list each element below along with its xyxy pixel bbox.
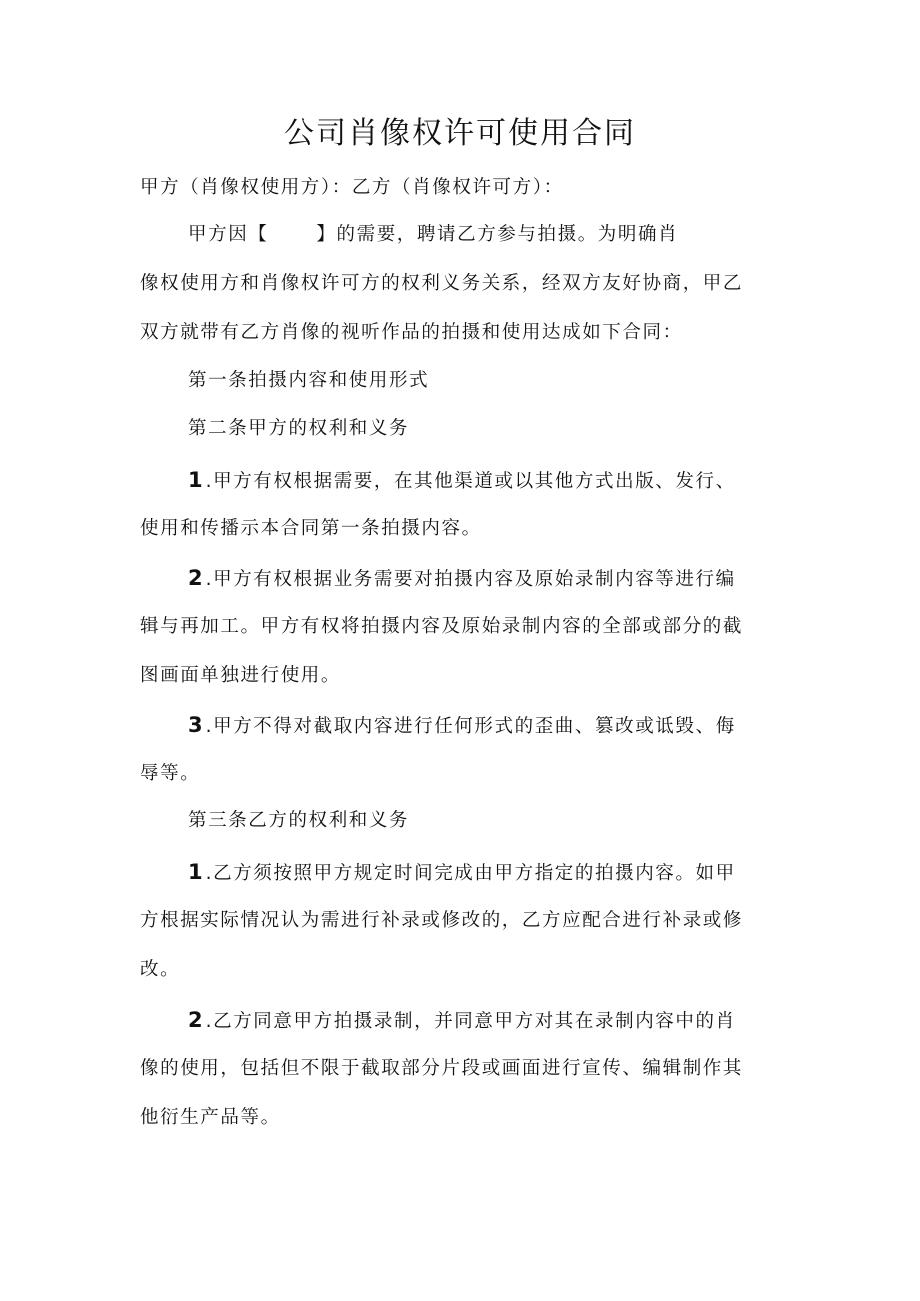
article-3-item-1-line-3: 改。 [140,959,181,980]
article-2-item-2-line-1 [188,564,736,594]
article-3-item-2-line-2: 像的使用，包括但不限于截取部分片段或画面进行宣传、编辑制作其 [140,1058,744,1079]
intro-line-3: 双方就带有乙方肖像的视听作品的拍摄和使用达成如下合同： [140,322,683,343]
article-3-item-2-line-3: 他衍生产品等。 [140,1107,281,1128]
item-number: 1 [188,860,206,884]
article-3-heading: 第三条乙方的权利和义务 [188,810,410,831]
item-number: 2 [188,566,206,590]
article-2-item-1-line-2: 使用和传播示本合同第一条拍摄内容。 [140,518,482,539]
article-3-item-2-line-1 [188,1006,736,1036]
intro-line-2: 像权使用方和肖像权许可方的权利义务关系，经双方友好协商，甲乙 [140,273,744,294]
article-2-item-2-line-3: 图画面单独进行使用。 [140,665,342,686]
item-text: .甲方有权根据业务需要对拍摄内容及原始录制内容等进行编 [205,569,736,590]
article-2-heading: 第二条甲方的权利和义务 [188,418,410,439]
item-text: .乙方须按照甲方规定时间完成由甲方指定的拍摄内容。如甲 [205,863,736,884]
item-text: .乙方同意甲方拍摄录制，并同意甲方对其在录制内容中的肖 [205,1011,736,1032]
intro-line-1-start: 甲方因【 [188,224,269,245]
article-2-item-3-line-2: 辱等。 [140,763,201,784]
article-3-item-1-line-1 [188,858,736,888]
article-3-item-1-line-2: 方根据实际情况认为需进行补录或修改的，乙方应配合进行补录或修 [140,910,744,931]
item-text: .甲方有权根据需要，在其他渠道或以其他方式出版、发行、 [205,471,736,492]
item-number: 2 [188,1008,206,1032]
document-title: 公司肖像权许可使用合同 [284,116,636,151]
intro-line-1-end: 】的需要，聘请乙方参与拍摄。为明确肖 [316,224,679,245]
item-text: .甲方不得对截取内容进行任何形式的歪曲、篡改或诋毁、侮 [205,716,736,737]
item-number: 3 [188,713,206,737]
item-number: 1 [188,468,206,492]
article-2-item-3-line-1 [188,711,736,741]
article-2-item-2-line-2: 辑与再加工。甲方有权将拍摄内容及原始录制内容的全部或部分的截 [140,616,744,637]
intro-line-1 [188,221,678,249]
article-1-heading: 第一条拍摄内容和使用形式 [188,370,430,391]
article-2-item-1-line-1 [188,466,736,496]
parties-line: 甲方（肖像权使用方）：乙方（肖像权许可方）： [140,177,564,198]
